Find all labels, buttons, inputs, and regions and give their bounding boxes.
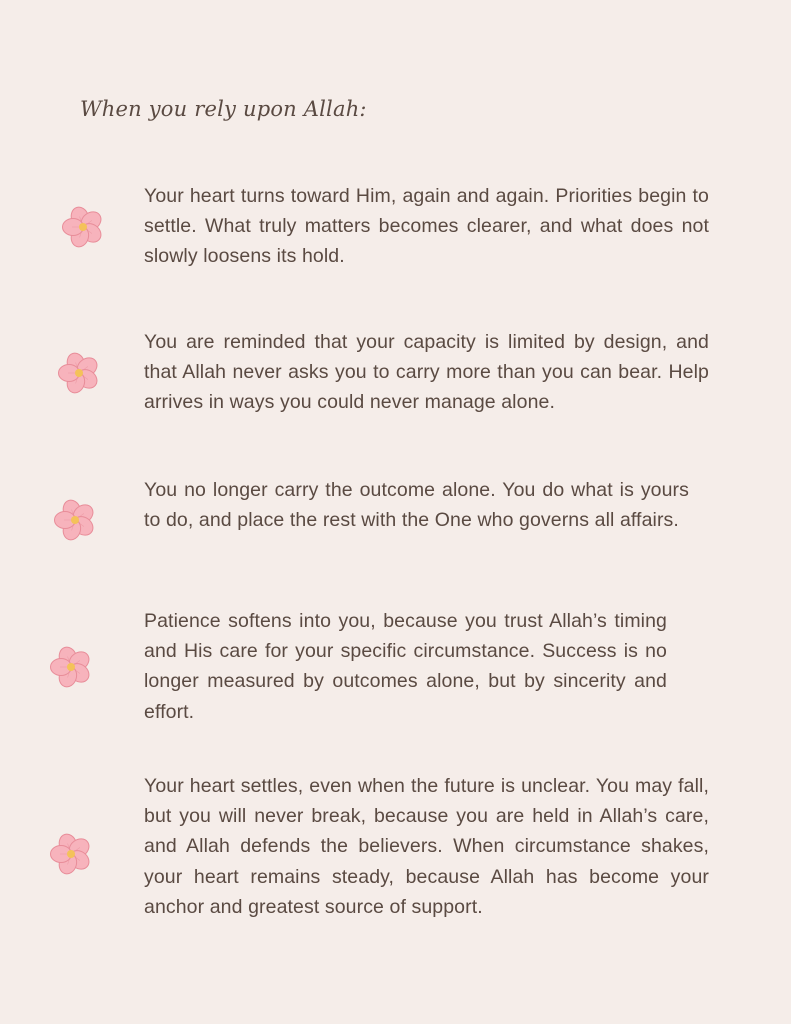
- item-text: Patience softens into you, because you trust Allah’s timing and His care for your specific circumstance. Success is no longer measured by outcomes alone, but by sincerity and effort.: [144, 610, 667, 723]
- flower-icon: [46, 829, 96, 879]
- list-item: [144, 327, 709, 418]
- list-item: [144, 475, 689, 535]
- flower-icon: [50, 495, 100, 545]
- page-heading: When you rely upon Allah:: [80, 97, 367, 121]
- flower-icon: [46, 642, 96, 692]
- list-item: [144, 771, 709, 922]
- flower-icon: [54, 348, 104, 398]
- list-item: [144, 606, 667, 727]
- item-text: Your heart settles, even when the future is unclear. You may fall, but you will never break, because you are held in Allah’s care, and Allah defends the believers. When circumstance shakes, your heart remains steady, because Allah has become your anchor and greatest source of support.: [144, 775, 709, 918]
- item-text: You are reminded that your capacity is limited by design, and that Allah never asks you to carry more than you can bear. Help arrives in ways you could never manage alone.: [144, 331, 709, 414]
- list-item: [144, 181, 709, 272]
- item-text: You no longer carry the outcome alone. You do what is yours to do, and place the rest with the One who governs all affairs.: [144, 479, 689, 532]
- item-text: Your heart turns toward Him, again and again. Priorities begin to settle. What truly matters becomes clearer, and what does not slowly loosens its hold.: [144, 185, 709, 268]
- flower-icon: [58, 202, 108, 252]
